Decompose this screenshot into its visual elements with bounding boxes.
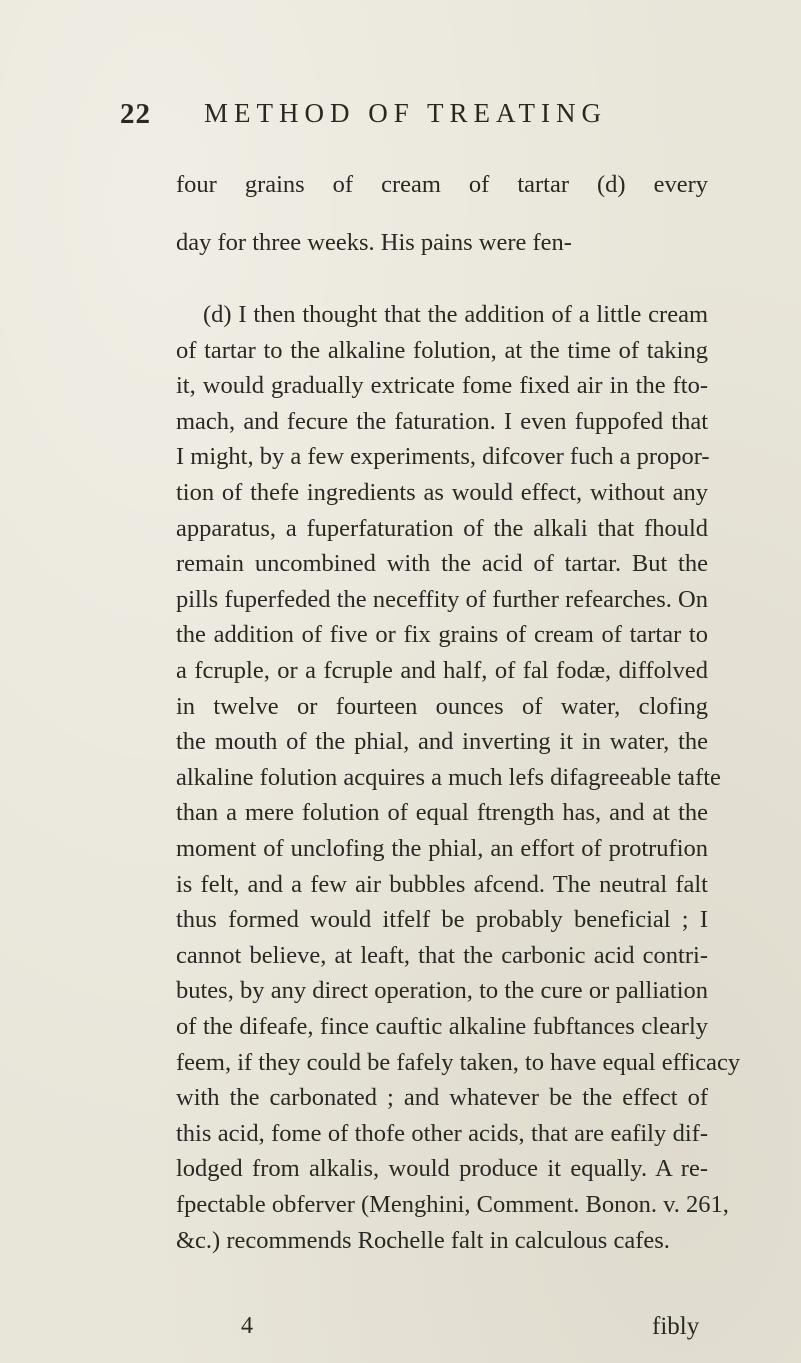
text-line: four grains of cream of tartar (d) every [176,171,708,198]
footnote-line: tion of thefe ingredients as would effect, without any [176,479,708,506]
footnote-line: I might, by a few experiments, difcover fuch a propor- [176,443,710,471]
page-header [120,98,740,138]
footnote-line: remain uncombined with the acid of tartar. But the [176,550,708,578]
footnote-line: with the carbonated ; and whatever be the effect of [176,1084,708,1112]
footnote-line: the addition of five or fix grains of cream of tartar to [176,621,708,649]
running-head: METHOD OF TREATING [204,98,607,128]
footnote-line: cannot believe, at leaft, that the carbonic acid contri- [176,941,708,969]
footnote-line: lodged from alkalis, would produce it equally. A re- [176,1155,708,1183]
footnote-line: &c.) recommends Rochelle falt in calculous cafes. [176,1226,670,1254]
footnote-line: alkaline folution acquires a much lefs difagreeable tafte [176,763,721,791]
footnote-line: of the difeafe, fince cauftic alkaline fubftances clearly [176,1013,708,1040]
catchword: fibly [652,1313,700,1340]
footnote-line: it, would gradually extricate fome fixed air in the fto- [176,372,708,400]
footnote-line: butes, by any direct operation, to the cure or palliation [176,977,708,1005]
footnote-line: mach, and fecure the faturation. I even fuppofed that [176,407,708,435]
footnote-line: moment of unclofing the phial, an effort of protrufion [176,835,708,862]
footnote-line: of tartar to the alkaline folution, at the time of taking [176,336,708,364]
footnote-line: the mouth of the phial, and inverting it in water, the [176,728,708,756]
footnote-line: fpectable obferver (Menghini, Comment. Bonon. v. 261, [176,1191,729,1218]
footnote-line: this acid, fome of thofe other acids, that are eafily dif- [176,1119,708,1147]
signature-mark: 4 [241,1313,253,1339]
footnote-line: a fcruple, or a fcruple and half, of fal fodæ, diffolved [176,657,708,684]
footnote-line: pills fuperfeded the neceffity of further refearches. On [176,585,708,613]
footnote-line: than a mere folution of equal ftrength has, and at the [176,799,708,827]
text-line: day for three weeks. His pains were fen- [176,229,572,256]
page-number: 22 [120,98,151,130]
footnote-line: apparatus, a fuperfaturation of the alkali that fhould [176,514,708,542]
page-footer [0,1313,801,1349]
footnote-line: feem, if they could be fafely taken, to have equal efficacy [176,1048,741,1076]
footnote-line: is felt, and a few air bubbles afcend. The neutral falt [176,870,708,898]
footnote-line: thus formed would itfelf be probably beneficial ; I [176,906,708,934]
footnote-line: in twelve or fourteen ounces of water, clofing [176,692,708,720]
footnote-line: (d) I then thought that the addition of a little cream [203,301,708,328]
